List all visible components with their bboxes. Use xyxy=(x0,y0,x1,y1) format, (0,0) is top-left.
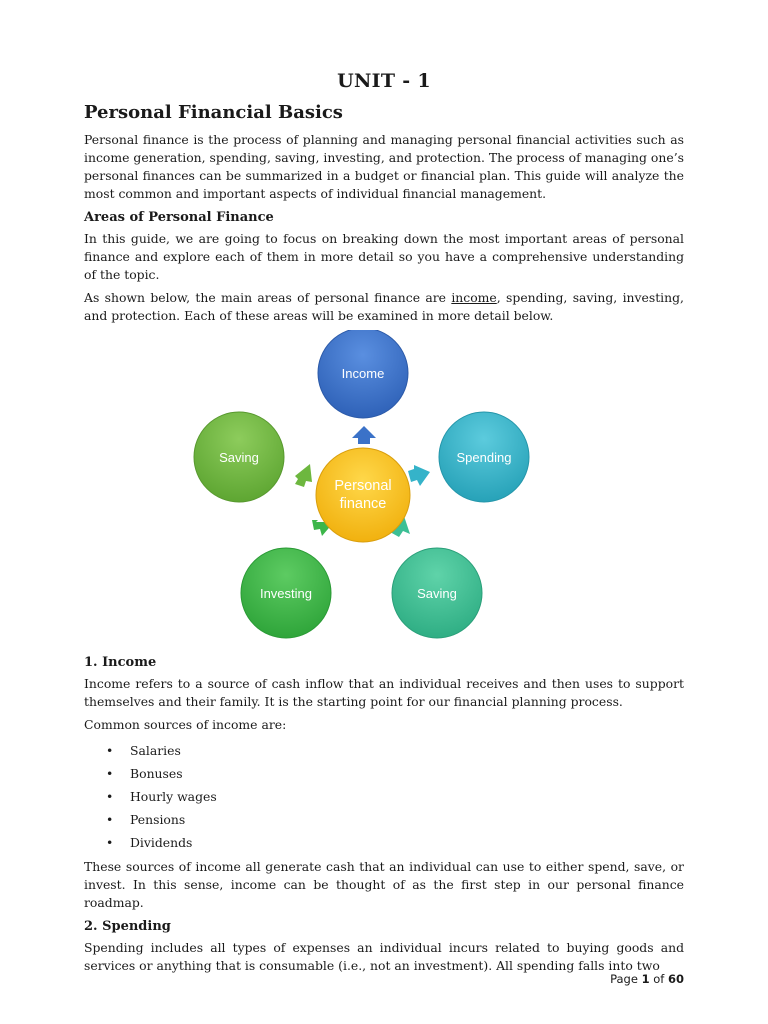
page-label: Page xyxy=(610,972,638,986)
page-number: 1 xyxy=(641,972,650,986)
spending-heading: 2. Spending xyxy=(84,919,171,934)
list-item xyxy=(84,808,684,831)
bullet-icon: • xyxy=(106,766,114,781)
areas-para2-before: As shown below, the main areas of personal finance are xyxy=(84,290,452,305)
saving-right-node-label: Saving xyxy=(417,586,457,601)
page-total: 60 xyxy=(667,972,684,986)
page-footer xyxy=(610,972,684,986)
center-node xyxy=(316,448,410,542)
spending-paragraph: Spending includes all types of expenses an individual incurs related to buying goods and services or anything that is consumable (i.e., not an investment). All spending falls into two xyxy=(84,940,684,973)
document-page xyxy=(84,70,684,980)
income-paragraph: Income refers to a source of cash inflow that an individual receives and then uses to support themselves and their family. It is the starting point for our financial planning process. xyxy=(84,676,684,709)
areas-para2-after: , spending, saving, investing, and protection. Each of these areas will be examined in more detail below. xyxy=(84,290,684,323)
income-heading: 1. Income xyxy=(84,655,157,670)
list-item-text: Pensions xyxy=(130,812,186,827)
arrow-up-icon xyxy=(352,426,376,444)
list-item-text: Dividends xyxy=(130,835,193,850)
list-item xyxy=(84,831,684,854)
list-item-text: Bonuses xyxy=(130,766,183,781)
intro-paragraph: Personal finance is the process of planning and managing personal financial activities such as income generation, spending, saving, investing, and protection. The process of managing one’s personal finances can be summarized in a budget or financial plan. This guide will analyze the most common and important aspects of individual financial management. xyxy=(84,132,684,201)
income-link[interactable]: income xyxy=(451,290,497,305)
bullet-icon: • xyxy=(106,812,114,827)
document-title: Personal Financial Basics xyxy=(84,102,343,123)
diagram-svg xyxy=(84,330,684,648)
list-item xyxy=(84,739,684,762)
income-closing-paragraph: These sources of income all generate cash that an individual can use to either spend, save, or invest. In this sense, income can be thought of as the first step in our personal finance roadmap. xyxy=(84,859,684,910)
arrow-right-icon xyxy=(408,465,430,486)
of-label: of xyxy=(653,972,665,986)
list-item xyxy=(84,785,684,808)
unit-title: UNIT - 1 xyxy=(337,70,431,92)
saving-left-node-label: Saving xyxy=(219,450,259,465)
list-item xyxy=(84,762,684,785)
center-label-line1: Personal xyxy=(334,478,392,494)
center-label-line2: finance xyxy=(339,496,387,512)
investing-node-label: Investing xyxy=(259,586,313,601)
bullet-icon: • xyxy=(106,743,114,758)
bullet-icon: • xyxy=(106,789,114,804)
areas-paragraph-1: In this guide, we are going to focus on breaking down the most important areas of personal finance and explore each of them in more detail so you have a comprehensive understanding of the topic. xyxy=(84,231,684,282)
income-list-intro: Common sources of income are: xyxy=(84,717,287,732)
income-sources-list xyxy=(84,739,684,854)
income-node-label: Income xyxy=(341,366,385,381)
arrow-left-icon xyxy=(295,464,312,487)
list-item-text: Hourly wages xyxy=(130,789,217,804)
spending-node-label: Spending xyxy=(456,450,512,465)
areas-heading: Areas of Personal Finance xyxy=(84,210,274,225)
bullet-icon: • xyxy=(106,835,114,850)
personal-finance-diagram xyxy=(84,330,684,648)
areas-paragraph-2 xyxy=(84,289,684,325)
list-item-text: Salaries xyxy=(130,743,181,758)
